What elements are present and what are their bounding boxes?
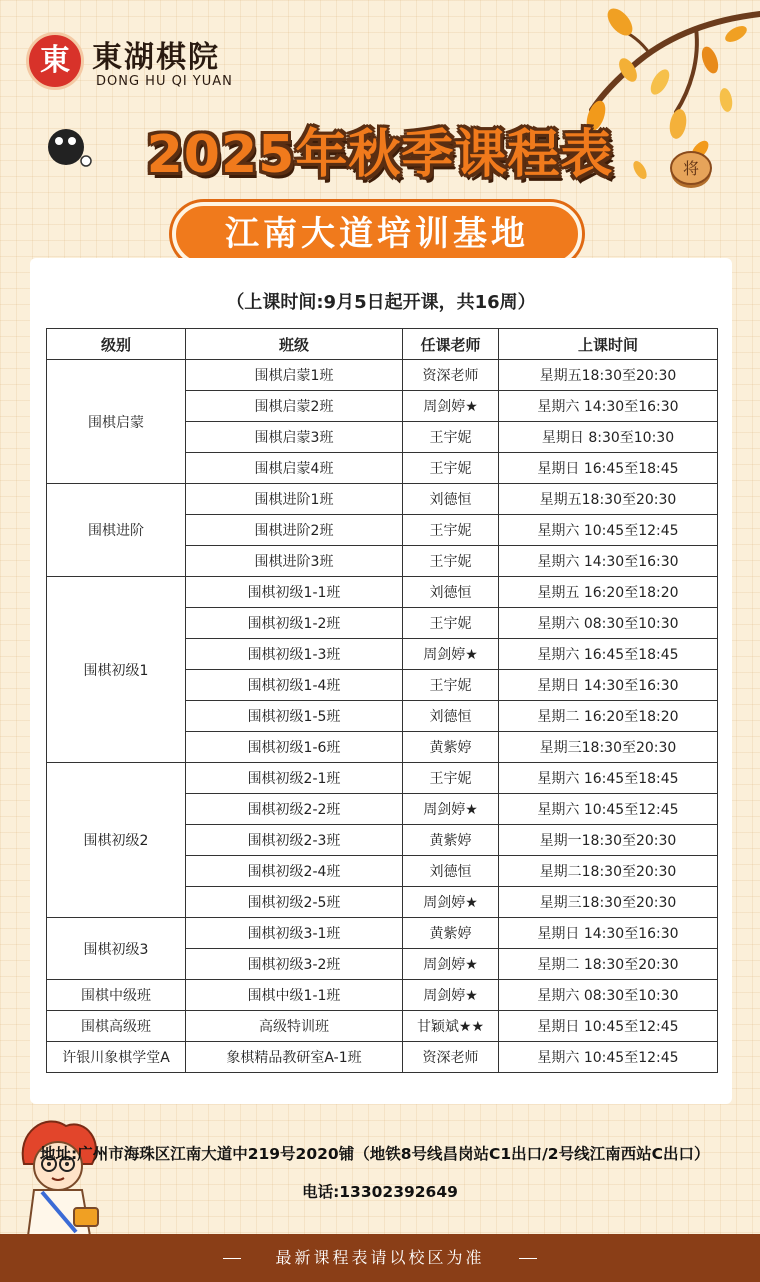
teacher-cell: 王宇妮 — [403, 453, 499, 484]
level-cell: 围棋启蒙 — [47, 360, 186, 484]
class-cell: 围棋初级1-5班 — [186, 701, 403, 732]
class-cell: 高级特训班 — [186, 1011, 403, 1042]
time-cell: 星期六 08:30至10:30 — [499, 980, 718, 1011]
class-cell: 象棋精品教研室A-1班 — [186, 1042, 403, 1073]
class-cell: 围棋初级1-4班 — [186, 670, 403, 701]
class-cell: 围棋进阶1班 — [186, 484, 403, 515]
time-cell: 星期六 08:30至10:30 — [499, 608, 718, 639]
teacher-cell: 王宇妮 — [403, 763, 499, 794]
footer-dash-left — [223, 1258, 241, 1260]
time-cell: 星期日 10:45至12:45 — [499, 1011, 718, 1042]
time-cell: 星期六 10:45至12:45 — [499, 794, 718, 825]
schedule-table — [46, 328, 718, 1073]
phone-text: 电话:13302392649 — [302, 1183, 458, 1201]
footer-dash-right — [519, 1258, 537, 1260]
table-header-row — [47, 329, 718, 360]
campus-banner: 江南大道培训基地 — [172, 202, 582, 266]
table-row — [47, 360, 718, 391]
class-cell: 围棋初级1-3班 — [186, 639, 403, 670]
time-cell: 星期五 16:20至18:20 — [499, 577, 718, 608]
time-cell: 星期六 16:45至18:45 — [499, 763, 718, 794]
logo — [26, 30, 246, 94]
level-cell: 围棋高级班 — [47, 1011, 186, 1042]
table-row — [47, 980, 718, 1011]
class-cell: 围棋初级2-3班 — [186, 825, 403, 856]
level-cell: 围棋初级2 — [47, 763, 186, 918]
logo-mark: 東 — [26, 32, 84, 90]
schedule-card — [30, 258, 732, 1104]
class-cell: 围棋启蒙1班 — [186, 360, 403, 391]
class-cell: 围棋初级3-1班 — [186, 918, 403, 949]
teacher-cell: 刘德恒 — [403, 577, 499, 608]
teacher-cell: 王宇妮 — [403, 608, 499, 639]
teacher-cell: 周剑婷★ — [403, 794, 499, 825]
level-cell: 围棋初级1 — [47, 577, 186, 763]
teacher-cell: 刘德恒 — [403, 856, 499, 887]
class-cell: 围棋启蒙4班 — [186, 453, 403, 484]
class-cell: 围棋初级2-5班 — [186, 887, 403, 918]
time-cell: 星期一18:30至20:30 — [499, 825, 718, 856]
table-row — [47, 918, 718, 949]
class-cell: 围棋启蒙3班 — [186, 422, 403, 453]
table-row — [47, 577, 718, 608]
teacher-cell: 黄紫婷 — [403, 918, 499, 949]
teacher-cell: 刘德恒 — [403, 484, 499, 515]
time-cell: 星期五18:30至20:30 — [499, 360, 718, 391]
class-cell: 围棋初级2-2班 — [186, 794, 403, 825]
header-time: 上课时间 — [499, 329, 718, 360]
table-row — [47, 1011, 718, 1042]
teacher-cell: 周剑婷★ — [403, 391, 499, 422]
class-cell: 围棋初级2-1班 — [186, 763, 403, 794]
teacher-cell: 刘德恒 — [403, 701, 499, 732]
time-cell: 星期六 10:45至12:45 — [499, 1042, 718, 1073]
class-cell: 围棋初级1-1班 — [186, 577, 403, 608]
table-row — [47, 763, 718, 794]
level-cell: 围棋中级班 — [47, 980, 186, 1011]
header-teacher: 任课老师 — [403, 329, 499, 360]
page-title: 2025年秋季课程表 — [146, 125, 614, 185]
footer-note: 最新课程表请以校区为准 — [275, 1248, 485, 1267]
teacher-cell: 黄紫婷 — [403, 825, 499, 856]
level-cell: 围棋进阶 — [47, 484, 186, 577]
table-body — [47, 360, 718, 1073]
class-cell: 围棋初级3-2班 — [186, 949, 403, 980]
teacher-cell: 王宇妮 — [403, 670, 499, 701]
class-cell: 围棋初级1-2班 — [186, 608, 403, 639]
class-cell: 围棋进阶3班 — [186, 546, 403, 577]
table-row — [47, 484, 718, 515]
teacher-cell: 甘颖斌★★ — [403, 1011, 499, 1042]
schedule-note: （上课时间:9月5日起开课，共16周） — [226, 292, 536, 313]
teacher-cell: 周剑婷★ — [403, 639, 499, 670]
teacher-cell: 王宇妮 — [403, 515, 499, 546]
class-cell: 围棋中级1-1班 — [186, 980, 403, 1011]
teacher-cell: 周剑婷★ — [403, 980, 499, 1011]
teacher-cell: 周剑婷★ — [403, 949, 499, 980]
teacher-cell: 周剑婷★ — [403, 887, 499, 918]
time-cell: 星期二18:30至20:30 — [499, 856, 718, 887]
address-text: 地址:广州市海珠区江南大道中219号2020铺（地铁8号线昌岗站C1出口/2号线江南西站C出口） — [40, 1145, 710, 1163]
header-level: 级别 — [47, 329, 186, 360]
teacher-cell: 王宇妮 — [403, 422, 499, 453]
brand-name-cn: 東湖棋院 — [92, 40, 220, 75]
class-cell: 围棋初级1-6班 — [186, 732, 403, 763]
table-row — [47, 1042, 718, 1073]
teacher-cell: 黄紫婷 — [403, 732, 499, 763]
time-cell: 星期六 14:30至16:30 — [499, 546, 718, 577]
svg-text:将: 将 — [682, 159, 700, 178]
time-cell: 星期日 16:45至18:45 — [499, 453, 718, 484]
time-cell: 星期六 16:45至18:45 — [499, 639, 718, 670]
teacher-cell: 王宇妮 — [403, 546, 499, 577]
time-cell: 星期六 14:30至16:30 — [499, 391, 718, 422]
teacher-cell: 资深老师 — [403, 360, 499, 391]
time-cell: 星期五18:30至20:30 — [499, 484, 718, 515]
time-cell: 星期二 18:30至20:30 — [499, 949, 718, 980]
class-cell: 围棋初级2-4班 — [186, 856, 403, 887]
time-cell: 星期三18:30至20:30 — [499, 732, 718, 763]
time-cell: 星期三18:30至20:30 — [499, 887, 718, 918]
level-cell: 围棋初级3 — [47, 918, 186, 980]
header-class: 班级 — [186, 329, 403, 360]
teacher-cell: 资深老师 — [403, 1042, 499, 1073]
class-cell: 围棋启蒙2班 — [186, 391, 403, 422]
time-cell: 星期日 8:30至10:30 — [499, 422, 718, 453]
time-cell: 星期二 16:20至18:20 — [499, 701, 718, 732]
brand-name-en: DONG HU QI YUAN — [96, 74, 233, 89]
time-cell: 星期六 10:45至12:45 — [499, 515, 718, 546]
chess-piece-icon — [668, 146, 714, 192]
level-cell: 许银川象棋学堂A — [47, 1042, 186, 1073]
time-cell: 星期日 14:30至16:30 — [499, 918, 718, 949]
time-cell: 星期日 14:30至16:30 — [499, 670, 718, 701]
class-cell: 围棋进阶2班 — [186, 515, 403, 546]
footer-bar — [0, 1234, 760, 1282]
